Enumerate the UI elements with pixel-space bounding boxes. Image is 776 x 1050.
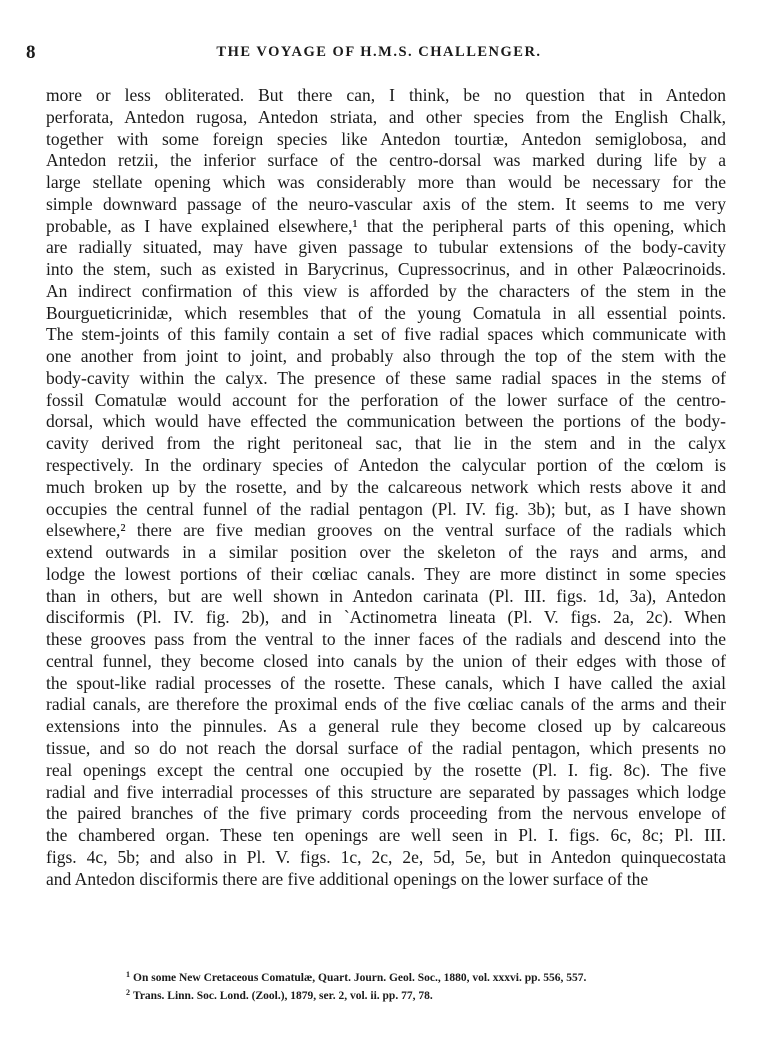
text-line: Bourgueticrinidæ, which resembles that of the young Comatula in all essential points. <box>46 302 726 323</box>
text-line: cavity derived from the right peritoneal sac, that lie in the stem and in the calyx <box>46 433 726 454</box>
text-line: real openings except the central one occupied by the rosette (Pl. I. fig. 8c). The five <box>46 759 726 780</box>
text-line: elsewhere,² there are five median grooves on the ventral surface of the radials which <box>46 520 726 541</box>
text-line: fossil Comatulæ would account for the perforation of the lower surface of the centro- <box>46 389 726 410</box>
text-line: central funnel, they become closed into canals by the union of their edges with those of <box>46 650 726 671</box>
text-line: extend outwards in a similar position over the skeleton of the rays and arms, and <box>46 542 726 563</box>
text-line: than in others, but are well shown in Antedon carinata (Pl. III. figs. 1d, 3a), Antedon <box>46 585 726 606</box>
text-line: respectively. In the ordinary species of Antedon the calycular portion of the cœlom is <box>46 455 726 476</box>
text-line: one another from joint to joint, and probably also through the top of the stem with the <box>46 346 726 367</box>
text-line: simple downward passage of the neuro-vascular axis of the stem. It seems to me very <box>46 193 726 214</box>
footnote-mark: 1 <box>126 970 130 979</box>
text-line: The stem-joints of this family contain a set of five radial spaces which communicate with <box>46 324 726 345</box>
text-line: more or less obliterated. But there can, I think, be no question that in Antedon <box>46 85 726 105</box>
footnote <box>126 984 726 1002</box>
text-line: probable, as I have explained elsewhere,¹ that the peripheral parts of this opening, which <box>46 215 726 236</box>
text-line: the spout-like radial processes of the rosette. These canals, which I have called the axial <box>46 672 726 693</box>
text-line: the paired branches of the five primary cords proceeding from the nervous envelope of <box>46 803 726 824</box>
text-line: radial canals, are therefore the proximal ends of the five cœliac canals of the arms and their <box>46 694 726 715</box>
text-line: lodge the lowest portions of their cœliac canals. They are more distinct in some species <box>46 563 726 584</box>
text-line: large stellate opening which was considerably more than would be necessary for the <box>46 172 726 193</box>
text-line: disciformis (Pl. IV. fig. 2b), and in `Actinometra lineata (Pl. V. figs. 2a, 2c). When <box>46 607 726 628</box>
text-line: An indirect confirmation of this view is afforded by the characters of the stem in the <box>46 280 726 301</box>
text-line: body-cavity within the calyx. The presence of these same radial spaces in the stems of <box>46 367 726 388</box>
text-line: occupies the central funnel of the radial pentagon (Pl. IV. fig. 3b); but, as I have shown <box>46 498 726 519</box>
text-line: radial and five interradial processes of this structure are separated by passages which lodge <box>46 781 726 802</box>
text-line: into the stem, such as existed in Barycrinus, Cupressocrinus, and in other Palæocrinoids. <box>46 259 726 280</box>
text-line: dorsal, which would have effected the communication between the portions of the body- <box>46 411 726 432</box>
text-line: are radially situated, may have given passage to tubular extensions of the body-cavity <box>46 237 726 258</box>
footnote <box>126 966 726 984</box>
text-line: these grooves pass from the ventral to the inner faces of the radials and descend into the <box>46 629 726 650</box>
page-header <box>26 42 732 66</box>
text-line: Antedon retzii, the inferior surface of the centro-dorsal was marked during life by a <box>46 150 726 171</box>
text-line: the chambered organ. These ten openings are well seen in Pl. I. figs. 6c, 8c; Pl. III. <box>46 825 726 846</box>
footnote-mark: 2 <box>126 988 130 997</box>
text-line: perforata, Antedon rugosa, Antedon striata, and other species from the English Chalk, <box>46 106 726 127</box>
footnote-text: Trans. Linn. Soc. Lond. (Zool.), 1879, ser. 2, vol. ii. pp. 77, 78. <box>133 990 433 1002</box>
body-paragraph <box>46 85 726 890</box>
text-line: tissue, and so do not reach the dorsal surface of the radial pentagon, which presents no <box>46 737 726 758</box>
text-line: and Antedon disciformis there are five additional openings on the lower surface of the <box>46 868 649 889</box>
text-line: together with some foreign species like Antedon tourtiæ, Antedon semiglobosa, and <box>46 128 726 149</box>
footnote-text: On some New Cretaceous Comatulæ, Quart. Journ. Geol. Soc., 1880, vol. xxxvi. pp. 556, 557. <box>133 972 587 984</box>
footnotes <box>126 966 726 1002</box>
text-line: much broken up by the rosette, and by the calcareous network which rests above it and <box>46 476 726 497</box>
running-title: THE VOYAGE OF H.M.S. CHALLENGER. <box>216 44 542 60</box>
page-number: 8 <box>26 42 36 63</box>
text-line: figs. 4c, 5b; and also in Pl. V. figs. 1c, 2c, 2e, 5d, 5e, but in Antedon quinquecostata <box>46 846 726 867</box>
text-line: extensions into the pinnules. As a general rule they become closed up by calcareous <box>46 716 726 737</box>
